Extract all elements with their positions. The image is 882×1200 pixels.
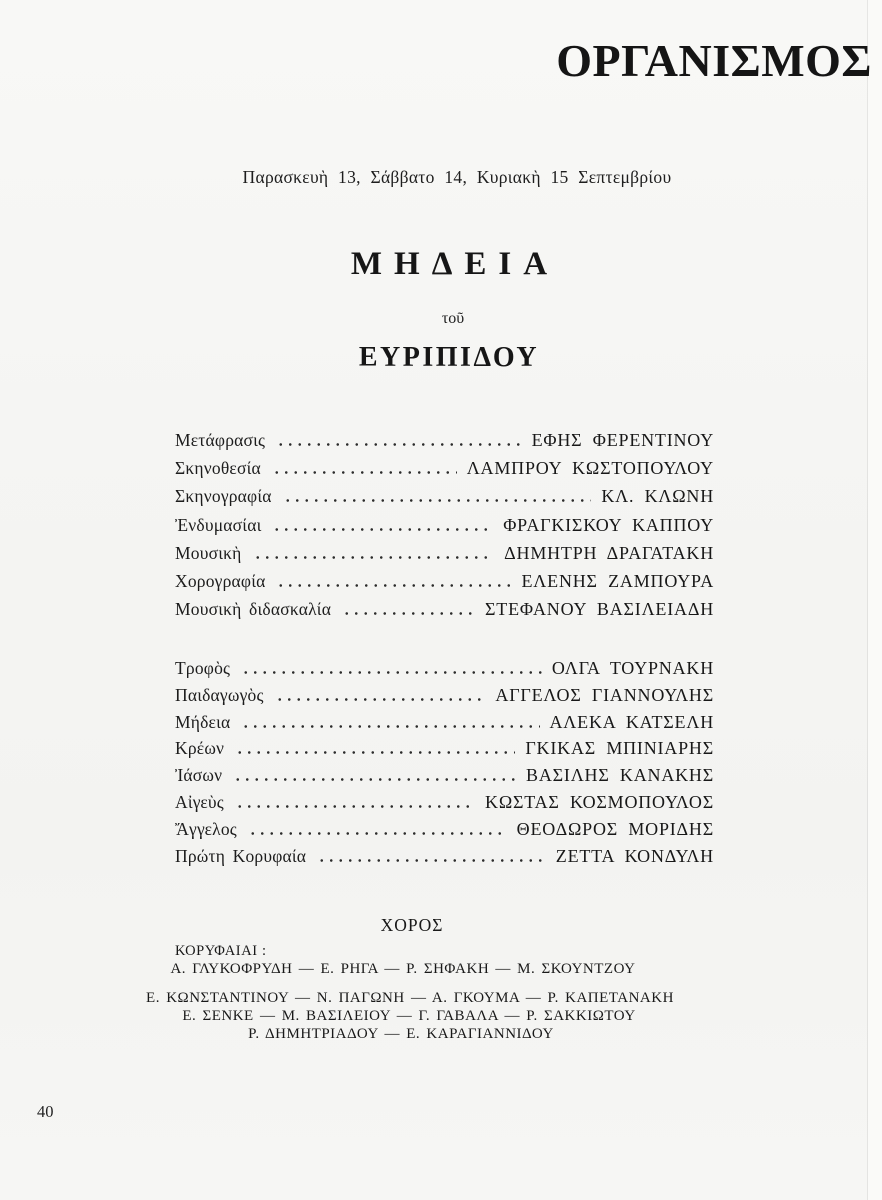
cast-role: Μήδεια: [175, 711, 231, 732]
dotted-leader: [317, 859, 546, 862]
credit-role: Σκηνοθεσία: [175, 458, 261, 479]
chorus-members-line: Ε. ΣΕΝΚΕ — Μ. ΒΑΣΙΛΕΙΟΥ — Γ. ΓΑΒΑΛΑ — Ρ. ΣΑΚΚΙΩΤΟΥ: [182, 1008, 636, 1024]
cast-row: [175, 843, 714, 870]
dotted-leader: [233, 778, 516, 781]
cast-person: ΓΚΙΚΑΣ ΜΠΙΝΙΑΡΗΣ: [525, 738, 714, 759]
cast-role: Αἰγεὺς: [175, 791, 224, 812]
cast-person: ΚΩΣΤΑΣ ΚΟΣΜΟΠΟΥΛΟΣ: [485, 791, 714, 812]
cast-row: [175, 709, 714, 736]
cast-person: ΟΛΓΑ ΤΟΥΡΝΑΚΗ: [551, 658, 714, 678]
dotted-leader: [272, 528, 493, 531]
credit-role: Μουσικὴ: [175, 542, 242, 563]
chorus-leaders-line: Α. ΓΛΥΚΟΦΡΥΔΗ — Ε. ΡΗΓΑ — Ρ. ΣΗΦΑΚΗ — Μ. ΣΚΟΥΝΤΖΟΥ: [170, 961, 636, 977]
credit-role: Μετάφρασις: [175, 430, 266, 450]
dotted-leader: [253, 556, 495, 559]
dotted-leader: [241, 725, 539, 728]
cast-role: Ἄγγελος: [175, 818, 237, 839]
chorus-members-line: Ε. ΚΩΝΣΤΑΝΤΙΝΟΥ — Ν. ΠΑΓΩΝΗ — Α. ΓΚΟΥΜΑ — Ρ. ΚΑΠΕΤΑΝΑΚΗ: [146, 990, 674, 1006]
cast-role: Παιδαγωγὸς: [175, 684, 264, 705]
dotted-leader: [276, 443, 521, 446]
credit-person: ΦΡΑΓΚΙΣΚΟΥ ΚΑΠΠΟΥ: [503, 514, 714, 535]
dotted-leader: [276, 584, 511, 587]
cast-role: Πρώτη Κορυφαία: [175, 845, 307, 866]
credit-person: ΣΤΕΦΑΝΟΥ ΒΑΣΙΛΕΙΑΔΗ: [485, 599, 714, 620]
cast-row: [175, 655, 714, 682]
dotted-leader: [235, 805, 475, 808]
cast-person: ΘΕΟΔΩΡΟΣ ΜΟΡΙΔΗΣ: [516, 818, 714, 839]
dotted-leader: [275, 698, 486, 701]
credit-row: [175, 482, 714, 510]
credit-row: [175, 511, 714, 539]
cast-role: Κρέων: [175, 738, 225, 759]
dotted-leader: [283, 499, 592, 502]
author-name: ΕΥΡΙΠΙΔΟΥ: [358, 342, 540, 373]
chorus-heading: ΧΟΡΟΣ: [380, 915, 444, 935]
dotted-leader: [235, 751, 515, 754]
dotted-leader: [248, 832, 507, 835]
cast-row: [175, 789, 714, 816]
credit-row: [175, 567, 714, 595]
performance-dates: Παρασκευὴ 13, Σάββατο 14, Κυριακὴ 15 Σεπτεμβρίου: [242, 167, 672, 187]
page-number: 40: [37, 1102, 54, 1121]
cast-person: ΑΓΓΕΛΟΣ ΓΙΑΝΝΟΥΛΗΣ: [495, 684, 714, 705]
credit-role: Μουσικὴ διδασκαλία: [175, 599, 332, 620]
credit-person: ΔΗΜΗΤΡΗ ΔΡΑΓΑΤΑΚΗ: [504, 542, 714, 563]
cast-person: ΑΛΕΚΑ ΚΑΤΣΕΛΗ: [549, 711, 714, 732]
cast-list: [175, 655, 714, 869]
credit-role: Σκηνογραφία: [175, 486, 272, 507]
cast-role: Τροφὸς: [175, 658, 231, 678]
credit-person: ΕΦΗΣ ΦΕΡΕΝΤΙΝΟΥ: [531, 430, 714, 450]
credit-row: [175, 595, 714, 623]
credit-row: [175, 454, 714, 482]
dotted-leader: [272, 471, 457, 474]
cast-role: Ἰάσων: [175, 765, 223, 786]
credit-row: [175, 539, 714, 567]
cast-row: [175, 762, 714, 789]
credit-person: ΕΛΕΝΗΣ ΖΑΜΠΟΥΡΑ: [521, 570, 714, 591]
dotted-leader: [342, 612, 475, 615]
credit-role: Ἐνδυμασίαι: [175, 514, 262, 535]
chorus-members-line: Ρ. ΔΗΜΗΤΡΙΑΔΟΥ — Ε. ΚΑΡΑΓΙΑΝΝΙΔΟΥ: [248, 1026, 554, 1042]
play-title: ΜΗΔΕΙΑ: [350, 246, 560, 282]
title-connector: τοῦ: [441, 310, 465, 327]
cast-row: [175, 816, 714, 843]
cast-person: ΖΕΤΤΑ ΚΟΝΔΥΛΗ: [555, 845, 714, 866]
dotted-leader: [241, 671, 542, 674]
cast-person: ΒΑΣΙΛΗΣ ΚΑΝΑΚΗΣ: [526, 765, 714, 786]
credit-row: [175, 426, 714, 454]
organization-header: ΟΡΓΑΝΙΣΜΟΣ: [556, 35, 872, 86]
chorus-leaders-label: ΚΟΡΥΦΑΙΑΙ :: [175, 943, 267, 959]
credits-list: [175, 426, 714, 623]
credit-role: Χορογραφία: [175, 570, 266, 591]
cast-row: [175, 682, 714, 709]
credit-person: ΚΛ. ΚΛΩΝΗ: [601, 486, 714, 507]
cast-row: [175, 735, 714, 762]
credit-person: ΛΑΜΠΡΟΥ ΚΩΣΤΟΠΟΥΛΟΥ: [466, 458, 714, 479]
